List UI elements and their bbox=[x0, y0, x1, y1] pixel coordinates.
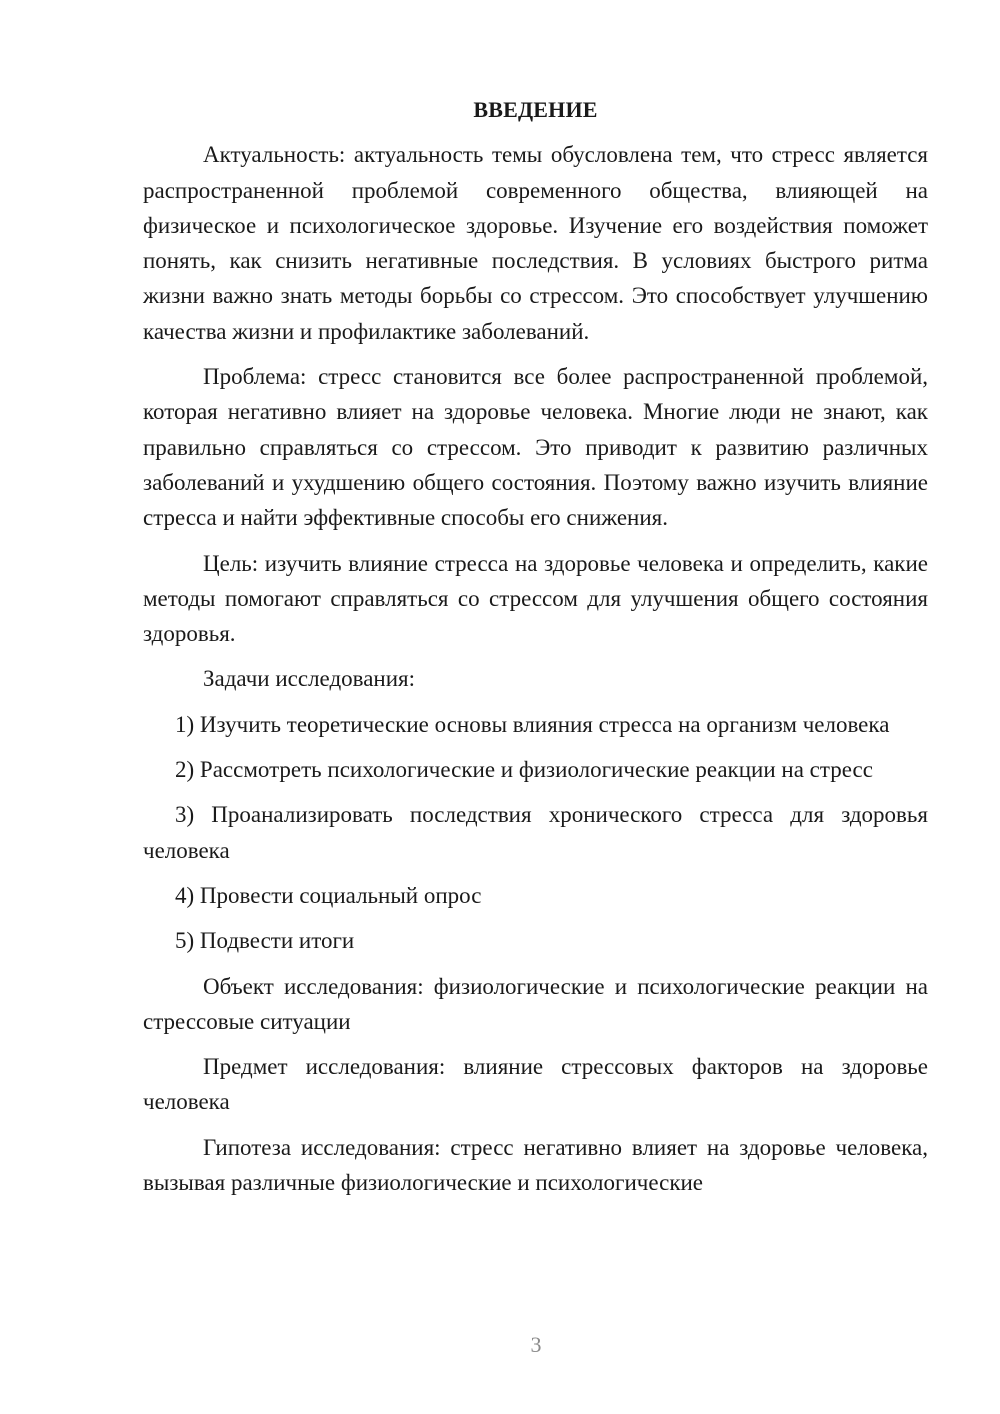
subject-paragraph: Предмет исследования: влияние стрессовых факторов на здоровье человека bbox=[143, 1054, 928, 1115]
object-paragraph: Объект исследования: физиологические и психологические реакции на стрессовые ситуации bbox=[143, 973, 928, 1034]
page-number: 3 bbox=[530, 1332, 542, 1357]
task-item-2: 2) Рассмотреть психологические и физиологические реакции на стресс bbox=[175, 757, 873, 783]
relevance-paragraph: Актуальность: актуальность темы обусловлена тем, что стресс является распространенной проблемой современного общества, влияющей на физическое и психологическое здоровье. Изучение его воздействия поможет понять, как снизить негативные последствия. В условиях быстрого ритма жизни важно знать методы борьбы со стрессом. Это способствует улучшению качества жизни и профилактике заболеваний. bbox=[143, 142, 928, 344]
task-item-3: 3) Проанализировать последствия хронического стресса для здоровья человека bbox=[143, 802, 928, 863]
task-item-1: 1) Изучить теоретические основы влияния стресса на организм человека bbox=[175, 711, 890, 737]
tasks-heading: Задачи исследования: bbox=[203, 666, 416, 692]
section-title: ВВЕДЕНИЕ bbox=[473, 97, 598, 122]
page-content bbox=[143, 92, 928, 1210]
task-item-4: 4) Провести социальный опрос bbox=[175, 882, 482, 908]
goal-paragraph: Цель: изучить влияние стресса на здоровье человека и определить, какие методы помогают справляться со стрессом для улучшения общего состояния здоровья. bbox=[143, 550, 928, 647]
hypothesis-paragraph: Гипотеза исследования: стресс негативно влияет на здоровье человека, вызывая различные физиологические и психологические bbox=[143, 1134, 928, 1196]
task-item-5: 5) Подвести итоги bbox=[175, 928, 355, 954]
problem-paragraph: Проблема: стресс становится все более распространенной проблемой, которая негативно влияет на здоровье человека. Многие люди не знают, как правильно справляться со стрессом. Это приводит к развитию различных заболеваний и ухудшению общего состояния. Поэтому важно изучить влияние стресса и найти эффективные способы его снижения. bbox=[143, 364, 928, 531]
